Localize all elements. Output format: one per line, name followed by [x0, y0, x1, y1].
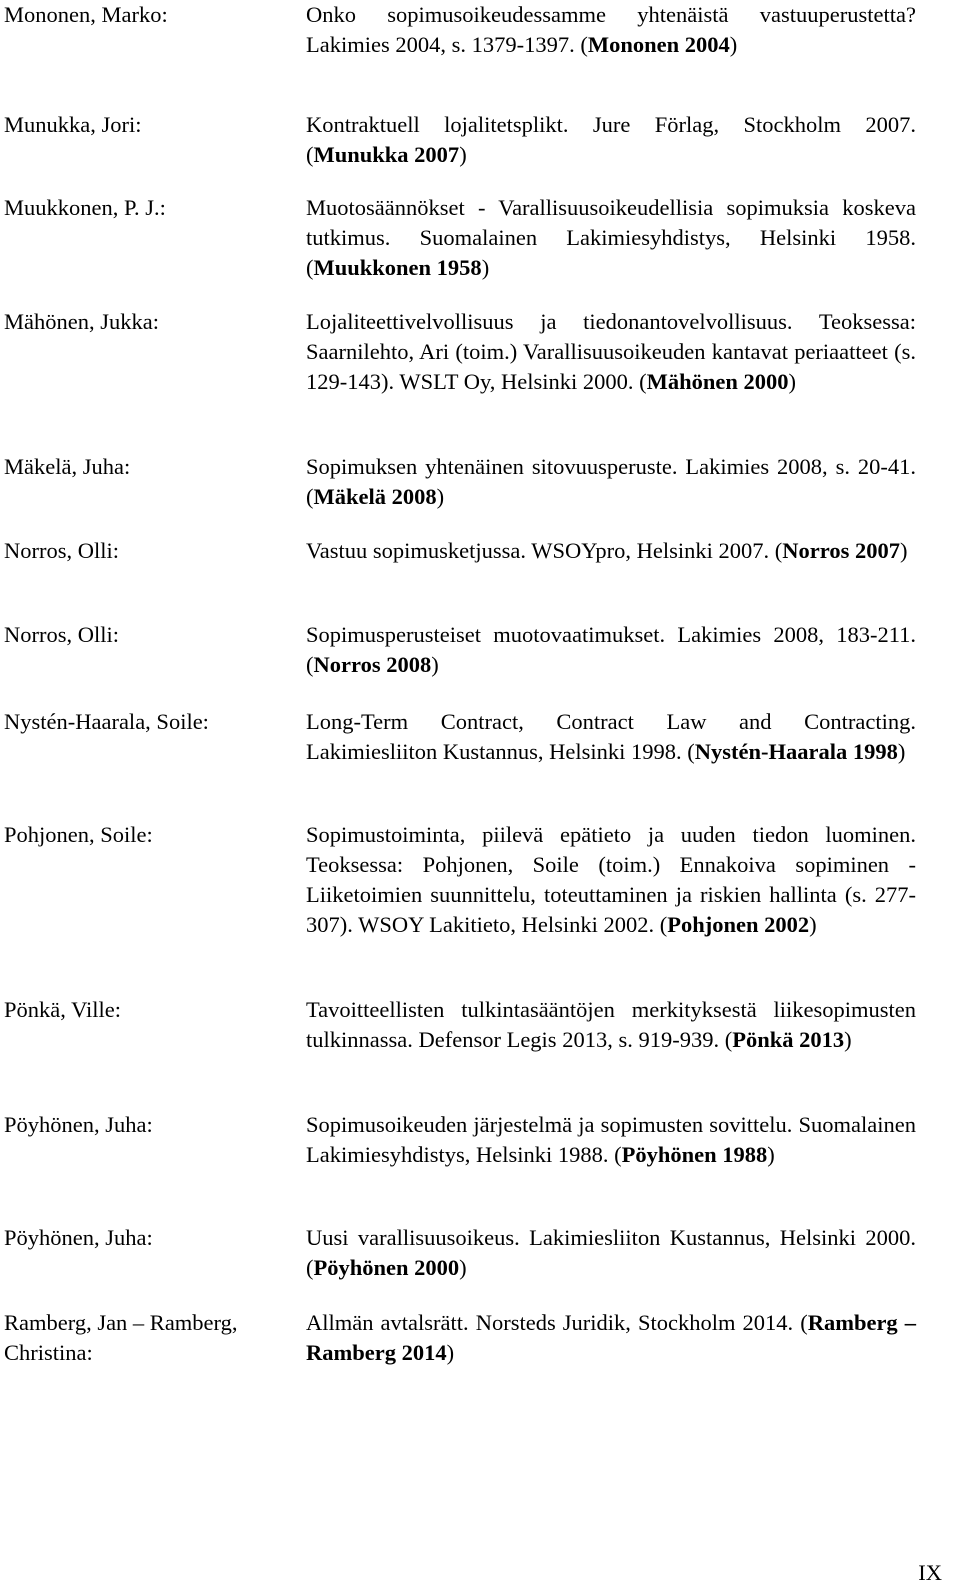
entry-author: Norros, Olli:	[4, 622, 119, 647]
bibliography-entry	[4, 0, 916, 60]
bibliography-entry	[4, 620, 916, 680]
page-number: IX	[918, 1560, 942, 1585]
entry-description	[306, 707, 916, 767]
bibliography-entry	[4, 1308, 916, 1368]
bibliography-entry	[4, 193, 916, 283]
entry-abbreviation: (Ramberg – Ramberg 2014)	[306, 1310, 916, 1365]
entry-abbreviation: (Mononen 2004)	[580, 32, 738, 57]
entry-author: Munukka, Jori:	[4, 112, 142, 137]
bibliography-entry	[4, 1223, 916, 1283]
entry-author: Mähönen, Jukka:	[4, 309, 159, 334]
entry-text: Kontraktuell lojalitetsplikt. Jure Förlag, Stockholm 2007.	[306, 112, 916, 137]
bibliography-entry	[4, 536, 916, 566]
entry-abbreviation: (Muukkonen 1958)	[306, 255, 490, 280]
entry-abbreviation-label: Mähönen 2000	[646, 369, 789, 394]
entry-description	[306, 536, 916, 566]
entry-description	[306, 307, 916, 397]
bibliography-entry	[4, 995, 916, 1055]
entry-abbreviation-label: Pöyhönen 1988	[621, 1142, 768, 1167]
entry-description	[306, 820, 916, 940]
entry-description	[306, 1110, 916, 1170]
entry-text: Sopimusoikeuden järjestelmä ja sopimusten sovittelu. Suomalainen Lakimiesyhdistys, Helsinki 1988.	[306, 1112, 916, 1167]
entry-text: Muotosäännökset - Varallisuusoikeudellisia sopimuksia koskeva tutkimus. Suomalainen Lakimiesyhdistys, Helsinki 1958.	[306, 195, 916, 250]
entry-text: Vastuu sopimusketjussa. WSOYpro, Helsinki 2007.	[306, 538, 770, 563]
entry-abbreviation: (Pöyhönen 2000)	[306, 1255, 467, 1280]
entry-text: Sopimusperusteiset muotovaatimukset. Lakimies 2008, 183-211.	[306, 622, 916, 647]
entry-abbreviation-label: Ramberg – Ramberg 2014	[306, 1310, 916, 1365]
entry-abbreviation-label: Pöyhönen 2000	[313, 1255, 460, 1280]
bibliography-entry	[4, 452, 916, 512]
entry-abbreviation: (Pönkä 2013)	[724, 1027, 852, 1052]
entry-abbreviation: (Norros 2007)	[774, 538, 908, 563]
entry-abbreviation-label: Muukkonen 1958	[313, 255, 482, 280]
entry-abbreviation: (Norros 2008)	[306, 652, 439, 677]
entry-author: Norros, Olli:	[4, 538, 119, 563]
entry-text: Sopimuksen yhtenäinen sitovuusperuste. Lakimies 2008, s. 20-41.	[306, 454, 916, 479]
entry-abbreviation-label: Mäkelä 2008	[313, 484, 437, 509]
entry-author: Mäkelä, Juha:	[4, 454, 131, 479]
entry-text: Tavoitteellisten tulkintasääntöjen merkityksestä liikesopimusten tulkinnassa. Defensor Legis 2013, s. 919-939.	[306, 997, 916, 1052]
entry-abbreviation-label: Munukka 2007	[313, 142, 460, 167]
entry-description	[306, 452, 916, 512]
entry-description	[306, 995, 916, 1055]
entry-abbreviation-label: Pönkä 2013	[732, 1027, 845, 1052]
entry-text: Lojaliteettivelvollisuus ja tiedonantovelvollisuus. Teoksessa: Saarnilehto, Ari (toim.) Varallisuusoikeuden kantavat periaatteet (s. 129-143). WSLT Oy, Helsinki 2000.	[306, 309, 916, 394]
entry-text: Onko sopimusoikeudessamme yhtenäistä vastuuperustetta? Lakimies 2004, s. 1379-1397.	[306, 2, 916, 57]
bibliography-entry	[4, 820, 916, 940]
entry-text: Long-Term Contract, Contract Law and Contracting. Lakimiesliiton Kustannus, Helsinki 1998.	[306, 709, 916, 764]
entry-description	[306, 0, 916, 60]
entry-author: Pöyhönen, Juha:	[4, 1225, 153, 1250]
entry-author: Pönkä, Ville:	[4, 997, 121, 1022]
entry-author: Mononen, Marko:	[4, 2, 168, 27]
entry-abbreviation: (Mähönen 2000)	[639, 369, 797, 394]
entry-description	[306, 1223, 916, 1283]
bibliography-entry	[4, 707, 916, 767]
bibliography-entry	[4, 110, 916, 170]
entry-abbreviation-label: Norros 2008	[313, 652, 432, 677]
entry-text: Allmän avtalsrätt. Norsteds Juridik, Stockholm 2014.	[306, 1310, 794, 1335]
entry-author: Ramberg, Jan – Ramberg, Christina:	[4, 1310, 238, 1365]
entry-author: Pöyhönen, Juha:	[4, 1112, 153, 1137]
bibliography-entry	[4, 1110, 916, 1170]
entry-abbreviation: (Nystén-Haarala 1998)	[687, 739, 906, 764]
entry-author: Muukkonen, P. J.:	[4, 195, 166, 220]
entry-description	[306, 620, 916, 680]
entry-abbreviation: (Mäkelä 2008)	[306, 484, 445, 509]
entry-text: Sopimustoiminta, piilevä epätieto ja uuden tiedon luominen. Teoksessa: Pohjonen, Soile (toim.) Ennakoiva sopiminen - Liiketoimien suunnittelu, toteuttaminen ja riskien hallinta (s. 277-307). WSOY Lakitieto, Helsinki 2002.	[306, 822, 916, 937]
entry-abbreviation-label: Norros 2007	[782, 538, 900, 563]
entry-abbreviation-label: Nystén-Haarala 1998	[694, 739, 898, 764]
entry-author: Pohjonen, Soile:	[4, 822, 153, 847]
entry-description	[306, 1308, 916, 1368]
entry-author: Nystén-Haarala, Soile:	[4, 709, 209, 734]
bibliography-entry	[4, 307, 916, 397]
entry-description	[306, 193, 916, 283]
entry-description	[306, 110, 916, 170]
entry-text: Uusi varallisuusoikeus. Lakimiesliiton Kustannus, Helsinki 2000.	[306, 1225, 916, 1250]
entry-abbreviation-label: Pohjonen 2002	[667, 912, 810, 937]
entry-abbreviation-label: Mononen 2004	[587, 32, 730, 57]
entry-abbreviation: (Munukka 2007)	[306, 142, 467, 167]
entry-abbreviation: (Pöyhönen 1988)	[614, 1142, 775, 1167]
entry-abbreviation: (Pohjonen 2002)	[659, 912, 817, 937]
